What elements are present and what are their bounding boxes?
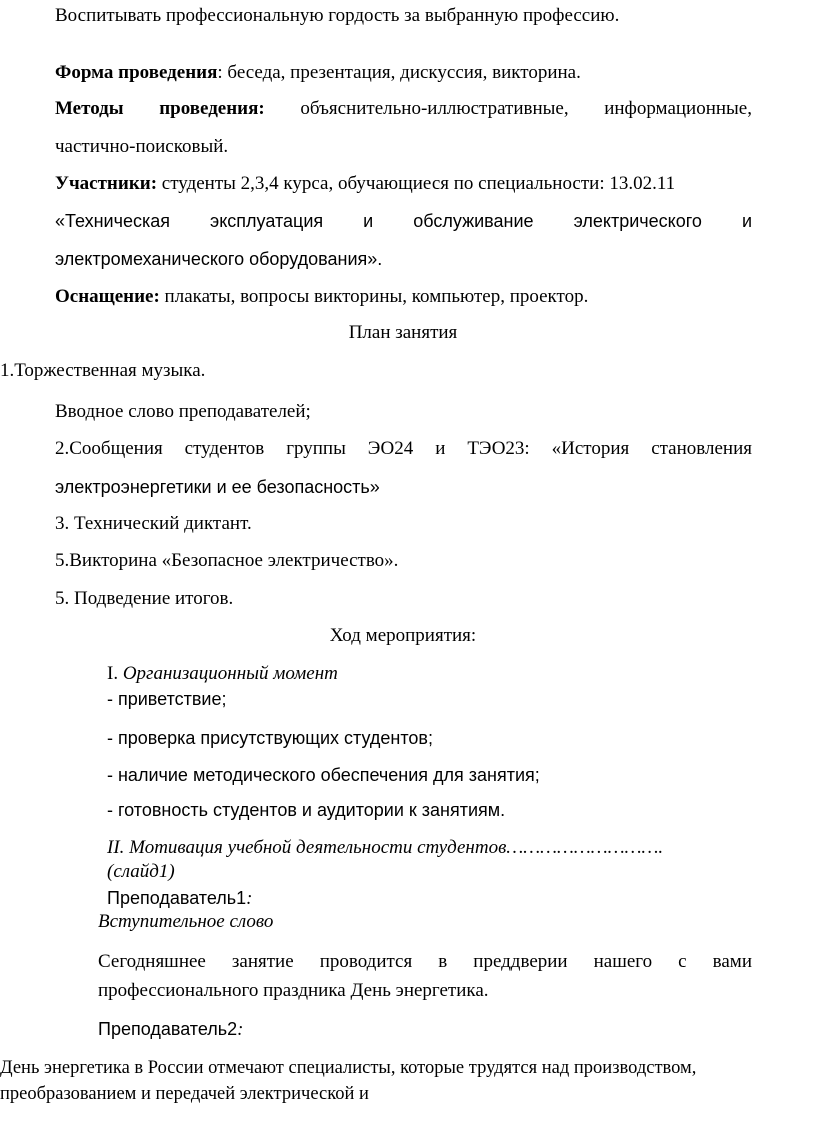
org-item-4-text: - готовность студентов и аудитории к занятиям.: [107, 800, 506, 820]
today-line-1-text: Сегодняшнее занятие проводится в преддверии нашего с вами: [98, 951, 752, 972]
org-title: Организационный момент: [122, 663, 338, 684]
plan-item-2-cont: [55, 475, 380, 499]
plan-item-2-cont-text: электроэнергетики и ее безопасность»: [55, 477, 380, 497]
plan-item-5a: [55, 549, 398, 573]
plan-title: [0, 321, 806, 345]
intro-word-text: Вступительное слово: [98, 911, 274, 932]
plan-title-text: План занятия: [348, 322, 458, 343]
org-item-4: [107, 798, 505, 822]
org-item-1: [107, 687, 227, 711]
participants-cont2-text: электромеханического оборудования».: [55, 249, 383, 269]
methods-text: объяснительно-иллюстративные, информационные,: [300, 98, 752, 119]
plan-item-3: [55, 512, 252, 536]
today-line-2-text: профессионального праздника День энергетика.: [98, 980, 489, 1001]
participants-cont1-line: [55, 209, 752, 233]
org-item-1-text: - приветствие;: [107, 689, 227, 709]
org-heading: [107, 662, 338, 686]
methods-cont-text: частично-поисковый.: [55, 136, 229, 157]
teacher1-line: [107, 886, 253, 911]
plan-item-5a-text: 5.Викторина «Безопасное электричество».: [55, 550, 399, 571]
teacher1-label: Преподаватель1: [107, 888, 247, 908]
methods-cont-line: [55, 135, 228, 159]
teacher1-colon: :: [246, 888, 253, 909]
participants-cont2-line: [55, 247, 382, 271]
energy-day-line-2: [0, 1082, 369, 1106]
org-item-2: [107, 726, 433, 750]
org-item-3-text: - наличие методического обеспечения для занятия;: [107, 765, 540, 785]
motivation-slide: [107, 860, 175, 884]
participants-text: студенты 2,3,4 курса, обучающиеся по специальности: 13.02.11: [161, 173, 676, 194]
form-line: [55, 61, 581, 85]
teacher2-line: [98, 1017, 244, 1042]
equipment-label: Оснащение:: [55, 286, 160, 307]
today-line-1: [98, 950, 752, 974]
plan-item-5b-text: 5. Подведение итогов.: [55, 588, 234, 609]
form-text: : беседа, презентация, дискуссия, викторина.: [217, 62, 581, 83]
participants-label: Участники:: [55, 173, 158, 194]
energy-day-line-1: [0, 1056, 696, 1080]
org-item-3: [107, 763, 540, 787]
form-label: Форма проведения: [55, 62, 218, 83]
plan-item-5b: [55, 587, 233, 611]
plan-intro-text: Вводное слово преподавателей;: [55, 401, 311, 422]
motivation-slide-text: (слайд1): [107, 861, 175, 882]
org-item-2-text: - проверка присутствующих студентов;: [107, 728, 433, 748]
equipment-text: плакаты, вопросы викторины, компьютер, проектор.: [164, 286, 589, 307]
participants-cont1-text: «Техническая эксплуатация и обслуживание электрического и: [55, 211, 752, 231]
energy-day-line-2-text: преобразованием и передачей электрической и: [0, 1084, 369, 1104]
plan-intro: [55, 400, 311, 424]
plan-item-1-text: 1.Торжественная музыка.: [0, 360, 206, 381]
goal-line: [55, 4, 619, 28]
motivation-heading-text: II. Мотивация учебной деятельности студентов……………………….: [107, 837, 664, 858]
equipment-line: [55, 285, 588, 309]
event-flow-title: [0, 624, 806, 648]
motivation-heading: [107, 836, 663, 860]
teacher2-label: Преподаватель2: [98, 1019, 238, 1039]
goal-text: Воспитывать профессиональную гордость за выбранную профессию.: [55, 5, 620, 26]
methods-label: Методы проведения:: [55, 98, 265, 119]
plan-item-3-text: 3. Технический диктант.: [55, 513, 252, 534]
teacher2-colon: :: [237, 1019, 244, 1040]
org-number: I.: [107, 663, 119, 684]
plan-item-2: [55, 437, 752, 461]
methods-line: [55, 97, 752, 121]
plan-item-1: [0, 359, 205, 383]
today-line-2: [98, 979, 489, 1003]
energy-day-line-1-text: День энергетика в России отмечают специалисты, которые трудятся над производством,: [0, 1058, 697, 1078]
event-flow-title-text: Ход мероприятия:: [329, 625, 477, 646]
intro-word: [98, 910, 273, 934]
participants-line: [55, 172, 675, 196]
plan-item-2-text: 2.Сообщения студентов группы ЭО24 и ТЭО23: «История становления: [55, 438, 752, 459]
